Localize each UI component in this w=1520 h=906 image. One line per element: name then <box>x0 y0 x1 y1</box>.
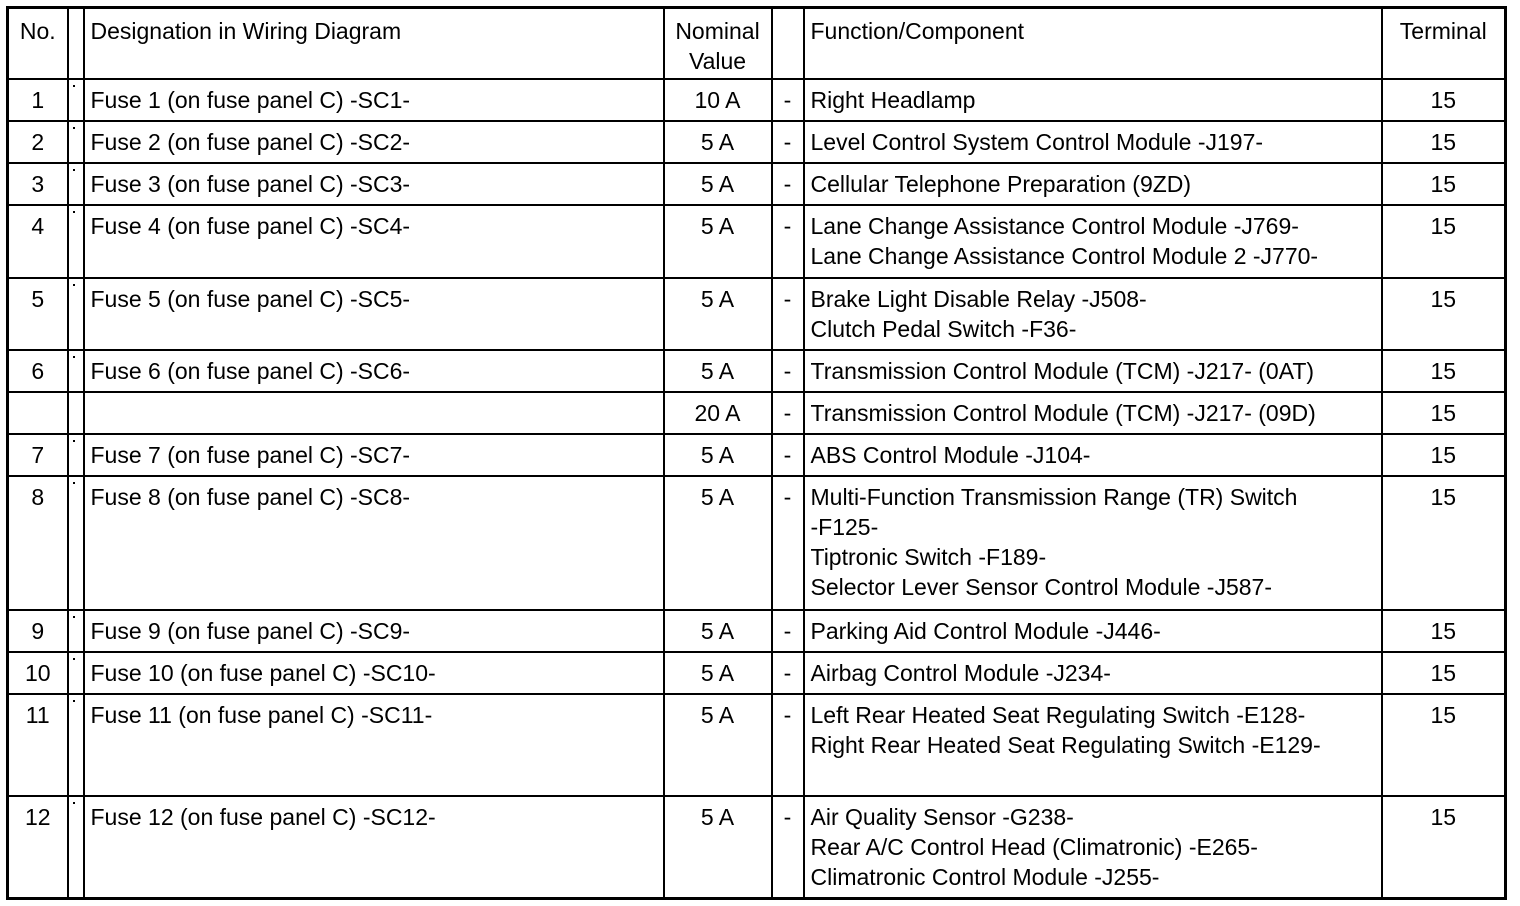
row-nominal-value: 5 A <box>664 121 772 163</box>
row-marker-cell <box>68 694 84 796</box>
row-function-cell <box>804 121 1382 163</box>
header-terminal: Terminal <box>1382 8 1506 79</box>
row-nominal-value: 5 A <box>664 652 772 694</box>
table-row <box>8 205 1506 278</box>
row-nominal-value: 5 A <box>664 278 772 350</box>
row-number: 10 <box>8 652 68 694</box>
row-marker-dot <box>73 440 75 442</box>
row-designation: Fuse 1 (on fuse panel C) -SC1- <box>84 79 664 121</box>
function-line: Airbag Control Module -J234- <box>810 659 1111 686</box>
function-line: Transmission Control Module (TCM) -J217- (0AT) <box>810 358 1315 385</box>
row-terminal: 15 <box>1382 205 1506 278</box>
header-dash-cell <box>772 8 804 79</box>
row-nominal-value: 5 A <box>664 350 772 392</box>
function-line: Left Rear Heated Seat Regulating Switch -E128- <box>810 701 1306 728</box>
row-terminal: 15 <box>1382 121 1506 163</box>
row-marker-cell <box>68 205 84 278</box>
row-function-cell <box>804 79 1382 121</box>
function-line: Multi-Function Transmission Range (TR) Switch <box>810 484 1298 511</box>
row-marker-dot <box>73 211 75 213</box>
table-row <box>8 278 1506 350</box>
row-marker-cell <box>68 392 84 434</box>
row-terminal: 15 <box>1382 694 1506 796</box>
row-number: 8 <box>8 476 68 609</box>
row-marker-cell <box>68 476 84 609</box>
row-dash: - <box>772 163 804 205</box>
row-number: 3 <box>8 163 68 205</box>
function-line: Right Rear Heated Seat Regulating Switch -E129- <box>810 731 1321 758</box>
row-marker-cell <box>68 610 84 652</box>
row-number: 1 <box>8 79 68 121</box>
table-row <box>8 610 1506 652</box>
row-designation: Fuse 9 (on fuse panel C) -SC9- <box>84 610 664 652</box>
row-marker-cell <box>68 350 84 392</box>
row-function-cell <box>804 163 1382 205</box>
row-nominal-value: 5 A <box>664 796 772 898</box>
function-line: Clutch Pedal Switch -F36- <box>810 315 1077 342</box>
function-line: ABS Control Module -J104- <box>810 442 1091 469</box>
row-designation: Fuse 7 (on fuse panel C) -SC7- <box>84 434 664 476</box>
function-line: Brake Light Disable Relay -J508- <box>810 285 1147 312</box>
function-line: Rear A/C Control Head (Climatronic) -E265- <box>810 834 1258 861</box>
header-nominal-value <box>664 8 772 79</box>
row-function-cell <box>804 392 1382 434</box>
table-row <box>8 392 1506 434</box>
row-terminal: 15 <box>1382 163 1506 205</box>
row-designation <box>84 392 664 434</box>
table-row <box>8 652 1506 694</box>
table-row <box>8 796 1506 898</box>
row-dash: - <box>772 652 804 694</box>
function-line: -F125- <box>810 514 879 541</box>
function-line: Parking Aid Control Module -J446- <box>810 617 1161 644</box>
row-marker-dot <box>73 700 75 702</box>
row-terminal: 15 <box>1382 392 1506 434</box>
row-function-cell <box>804 278 1382 350</box>
row-marker-cell <box>68 434 84 476</box>
row-dash: - <box>772 205 804 278</box>
row-function-cell <box>804 476 1382 609</box>
row-marker-cell <box>68 278 84 350</box>
row-designation: Fuse 12 (on fuse panel C) -SC12- <box>84 796 664 898</box>
function-line: Cellular Telephone Preparation (9ZD) <box>810 170 1192 197</box>
row-marker-dot <box>73 169 75 171</box>
row-dash: - <box>772 79 804 121</box>
row-marker-cell <box>68 163 84 205</box>
row-nominal-value: 20 A <box>664 392 772 434</box>
fuse-table <box>6 6 1507 900</box>
row-function-cell <box>804 434 1382 476</box>
table-row <box>8 434 1506 476</box>
row-marker-dot <box>73 127 75 129</box>
table-row <box>8 163 1506 205</box>
row-terminal: 15 <box>1382 652 1506 694</box>
row-terminal: 15 <box>1382 796 1506 898</box>
row-marker-dot <box>73 284 75 286</box>
function-line: Climatronic Control Module -J255- <box>810 864 1160 891</box>
row-terminal: 15 <box>1382 278 1506 350</box>
table-row <box>8 350 1506 392</box>
row-nominal-value: 5 A <box>664 163 772 205</box>
row-number: 5 <box>8 278 68 350</box>
row-nominal-value: 10 A <box>664 79 772 121</box>
row-terminal: 15 <box>1382 79 1506 121</box>
row-number: 11 <box>8 694 68 796</box>
row-terminal: 15 <box>1382 610 1506 652</box>
row-number <box>8 392 68 434</box>
row-designation: Fuse 8 (on fuse panel C) -SC8- <box>84 476 664 609</box>
function-line: Air Quality Sensor -G238- <box>810 804 1074 831</box>
row-designation: Fuse 11 (on fuse panel C) -SC11- <box>84 694 664 796</box>
row-marker-dot <box>73 85 75 87</box>
row-marker-dot <box>73 356 75 358</box>
row-number: 7 <box>8 434 68 476</box>
row-designation: Fuse 3 (on fuse panel C) -SC3- <box>84 163 664 205</box>
row-function-cell <box>804 796 1382 898</box>
row-function-cell <box>804 610 1382 652</box>
header-function: Function/Component <box>804 8 1382 79</box>
header-designation: Designation in Wiring Diagram <box>84 8 664 79</box>
function-line: Lane Change Assistance Control Module 2 -J770- <box>810 242 1319 269</box>
row-dash: - <box>772 121 804 163</box>
row-dash: - <box>772 392 804 434</box>
header-no: No. <box>8 8 68 79</box>
row-number: 6 <box>8 350 68 392</box>
row-marker-dot <box>73 802 75 804</box>
row-dash: - <box>772 694 804 796</box>
row-dash: - <box>772 350 804 392</box>
row-function-cell <box>804 652 1382 694</box>
table-row <box>8 121 1506 163</box>
row-dash: - <box>772 476 804 609</box>
row-designation: Fuse 6 (on fuse panel C) -SC6- <box>84 350 664 392</box>
function-line: Right Headlamp <box>810 86 976 113</box>
row-nominal-value: 5 A <box>664 434 772 476</box>
row-marker-cell <box>68 121 84 163</box>
row-terminal: 15 <box>1382 350 1506 392</box>
table-row <box>8 79 1506 121</box>
function-line: Lane Change Assistance Control Module -J769- <box>810 212 1299 239</box>
row-marker-dot <box>73 658 75 660</box>
row-number: 9 <box>8 610 68 652</box>
row-nominal-value: 5 A <box>664 694 772 796</box>
row-dash: - <box>772 434 804 476</box>
function-line: Tiptronic Switch -F189- <box>810 544 1047 571</box>
row-nominal-value: 5 A <box>664 205 772 278</box>
header-nominal-line1: Nominal <box>675 18 760 44</box>
row-designation: Fuse 4 (on fuse panel C) -SC4- <box>84 205 664 278</box>
function-line: Level Control System Control Module -J197- <box>810 128 1264 155</box>
row-number: 2 <box>8 121 68 163</box>
table-row <box>8 476 1506 609</box>
function-line: Selector Lever Sensor Control Module -J587- <box>810 574 1273 601</box>
row-dash: - <box>772 610 804 652</box>
row-function-cell <box>804 205 1382 278</box>
function-line: Transmission Control Module (TCM) -J217- (09D) <box>810 400 1316 427</box>
row-marker-cell <box>68 79 84 121</box>
header-marker-cell <box>68 8 84 79</box>
row-designation: Fuse 2 (on fuse panel C) -SC2- <box>84 121 664 163</box>
row-marker-cell <box>68 796 84 898</box>
row-marker-dot <box>73 482 75 484</box>
row-nominal-value: 5 A <box>664 476 772 609</box>
row-number: 4 <box>8 205 68 278</box>
table-row <box>8 694 1506 796</box>
row-function-cell <box>804 350 1382 392</box>
row-nominal-value: 5 A <box>664 610 772 652</box>
row-function-cell <box>804 694 1382 796</box>
row-dash: - <box>772 278 804 350</box>
row-marker-dot <box>73 616 75 618</box>
table-body <box>8 79 1506 899</box>
row-designation: Fuse 5 (on fuse panel C) -SC5- <box>84 278 664 350</box>
row-marker-cell <box>68 652 84 694</box>
row-terminal: 15 <box>1382 434 1506 476</box>
row-terminal: 15 <box>1382 476 1506 609</box>
row-dash: - <box>772 796 804 898</box>
row-number: 12 <box>8 796 68 898</box>
header-nominal-line2: Value <box>688 48 747 74</box>
row-designation: Fuse 10 (on fuse panel C) -SC10- <box>84 652 664 694</box>
header-row <box>8 8 1506 79</box>
